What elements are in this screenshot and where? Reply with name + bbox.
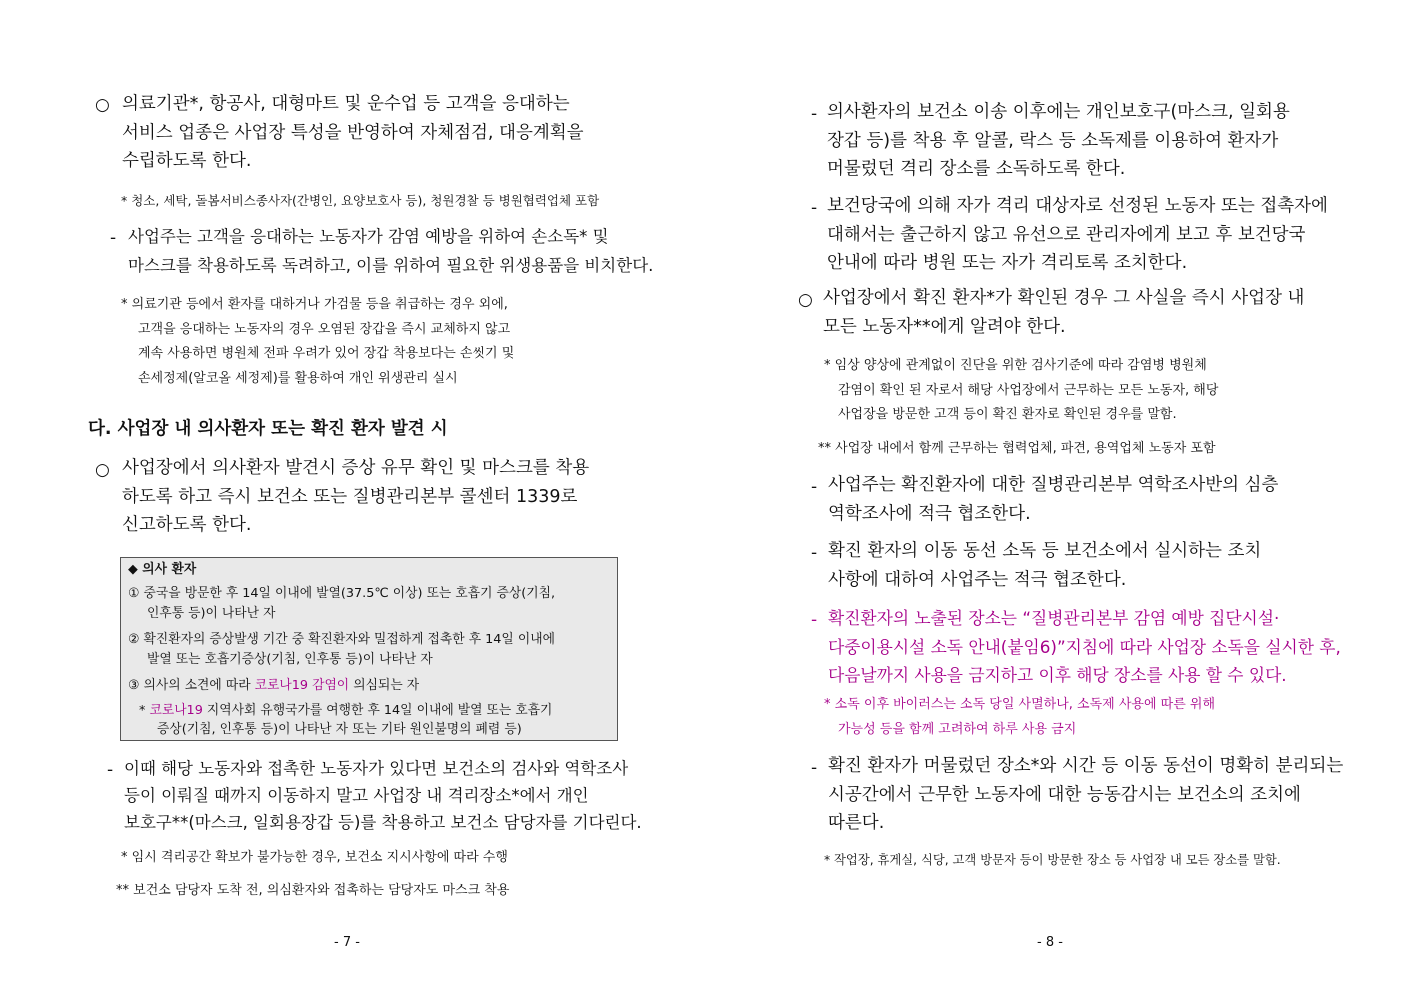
box-item-2-cont: 발열 또는 호흡기증상(기침, 인후통 등)이 나타난 자 <box>147 652 433 667</box>
highlight-text: 코로나19 감염이 <box>254 678 350 693</box>
paragraph-active-monitoring: 확진 환자가 머물렀던 장소*와 시간 등 이동 동선이 명확히 분리되는 시공간에서 근무한 노동자에 대한 능동감시는 보건소의 조치에 따른다. <box>828 756 1344 833</box>
box-footnote: * 코로나19 지역사회 유행국가를 여행한 후 14일 이내에 발열 또는 호흡기 <box>139 703 553 718</box>
footnote-mask-wearing: ** 보건소 담당자 도착 전, 의심환자와 접촉하는 담당자도 마스크 착용 <box>116 883 510 898</box>
paragraph-contact-isolation: 이때 해당 노동자와 접촉한 노동자가 있다면 보건소의 검사와 역학조사 등이 이뤄질 때까지 이동하지 말고 사업장 내 격리장소*에서 개인 보호구**(마스크, 일회용장갑 등)를 착용하고 보건소 담당자를 기다린다. <box>124 759 642 832</box>
paragraph-self-quarantine: 보건당국에 의해 자가 격리 대상자로 선정된 노동자 또는 접촉자에 대해서는 출근하지 않고 유선으로 관리자에게 보고 후 보건당국 안내에 따라 병원 또는 자가 격리토록 조치한다. <box>827 196 1328 273</box>
circle-bullet: ○ <box>798 290 813 310</box>
footnote-confirmed-definition: * 임상 양상에 관계없이 진단을 위한 검사기준에 따라 감염병 병원체 감염이 확인 된 자로서 해당 사업장에서 근무하는 모든 노동자, 해당 사업장을 방문한 고객 등이 확진 환자로 확인된 경우를 말함. <box>824 358 1219 422</box>
footnote-disinfection-wait: * 소독 이후 바이러스는 소독 당일 사멸하나, 소독제 사용에 따른 위해 가능성 등을 함께 고려하여 하루 사용 금지 <box>824 697 1216 737</box>
footnote-all-places: * 작업장, 휴게실, 식당, 고객 방문자 등이 방문한 장소 등 사업장 내 모든 장소를 말함. <box>824 853 1281 867</box>
paragraph-confirmed-case-notice: 사업장에서 확진 환자*가 확인된 경우 그 사실을 즉시 사업장 내 모든 노동자**에게 알려야 한다. <box>823 288 1305 337</box>
dash-bullet: - <box>811 477 818 497</box>
circle-bullet: ○ <box>95 460 110 480</box>
right-page <box>702 0 1403 992</box>
dash-bullet: - <box>811 543 818 563</box>
dash-bullet: - <box>811 610 818 630</box>
footnote-all-workers: ** 사업장 내에서 함께 근무하는 협력업체, 파견, 용역업체 노동자 포함 <box>818 441 1216 456</box>
page-number: - 7 - <box>334 935 360 950</box>
footnote-cleaning-staff: * 청소, 세탁, 돌봄서비스종사자(간병인, 요양보호사 등), 청원경찰 등 병원협력업체 포함 <box>121 193 600 208</box>
footnote-medical-institutions: * 의료기관 등에서 환자를 대하거나 가검물 등을 취급하는 경우 외에, 고객을 응대하는 노동자의 경우 오염된 장갑을 즉시 교체하지 않고 계속 사용하면 병원체 전파 우려가 있어 장갑 착용보다는 손씻기 및 손세정제(알코올 세정제)를 활용하여 개인 위생관리 실시 <box>121 297 515 386</box>
paragraph-epidemiological-survey: 사업주는 확진환자에 대한 질병관리본부 역학조사반의 심층 역학조사에 적극 협조한다. <box>828 475 1279 524</box>
box-item-1-cont: 인후통 등)이 나타난 자 <box>147 606 276 621</box>
box-item-2: ② 확진환자의 증상발생 기간 중 확진환자와 밀접하게 접촉한 후 14일 이내에 <box>128 632 555 647</box>
paragraph-exposed-area-disinfection: 확진환자의 노출된 장소는 “질병관리본부 감염 예방 집단시설· 다중이용시설 소독 안내(붙임6)”지침에 따라 사업장 소독을 실시한 후, 다음날까지 사용을 금지하고 이후 해당 장소를 사용 할 수 있다. <box>828 608 1341 685</box>
section-heading: 다. 사업장 내 의사환자 또는 확진 환자 발견 시 <box>88 419 448 439</box>
paragraph-service-industry: 의료기관*, 항공사, 대형마트 및 운수업 등 고객을 응대하는 서비스 업종은 사업장 특성을 반영하여 자체점검, 대응계획을 수립하도록 한다. <box>122 94 584 171</box>
paragraph-suspected-patient: 사업장에서 의사환자 발견시 증상 유무 확인 및 마스크를 착용 하도록 하고 즉시 보건소 또는 질병관리본부 콜센터 1339로 신고하도록 한다. <box>122 458 590 535</box>
box-footnote-cont: 증상(기침, 인후통 등)이 나타난 자 또는 기타 원인불명의 폐렴 등) <box>157 722 522 737</box>
dash-bullet: - <box>811 198 818 218</box>
dash-bullet: - <box>811 758 818 778</box>
paragraph-hand-sanitizer: 사업주는 고객을 응대하는 노동자가 감염 예방을 위하여 손소독* 및 마스크를 착용하도록 독려하고, 이를 위하여 필요한 위생용품을 비치한다. <box>128 227 654 275</box>
paragraph-route-disinfection: 확진 환자의 이동 동선 소독 등 보건소에서 실시하는 조치 사항에 대하여 사업주는 적극 협조한다. <box>828 541 1262 590</box>
highlight-text: 코로나19 <box>149 703 203 718</box>
dash-bullet: - <box>107 760 114 780</box>
dash-bullet: - <box>110 228 117 248</box>
suspected-patient-definition-box <box>120 557 618 741</box>
circle-bullet: ○ <box>95 95 110 115</box>
left-page <box>0 0 700 992</box>
footnote-temporary-isolation: * 임시 격리공간 확보가 불가능한 경우, 보건소 지시사항에 따라 수행 <box>121 850 508 865</box>
paragraph-disinfect-isolation-area: 의사환자의 보건소 이송 이후에는 개인보호구(마스크, 일회용 장갑 등)를 착용 후 알콜, 락스 등 소독제를 이용하여 환자가 머물렀던 격리 장소를 소독하도록 한다. <box>827 102 1290 179</box>
box-item-3: ③ 의사의 소견에 따라 코로나19 감염이 의심되는 자 <box>128 678 420 693</box>
box-title: ◆ 의사 환자 <box>128 562 197 577</box>
page-number: - 8 - <box>1037 935 1063 950</box>
dash-bullet: - <box>811 104 818 124</box>
box-item-1: ① 중국을 방문한 후 14일 이내에 발열(37.5℃ 이상) 또는 호흡기 증상(기침, <box>128 586 556 601</box>
